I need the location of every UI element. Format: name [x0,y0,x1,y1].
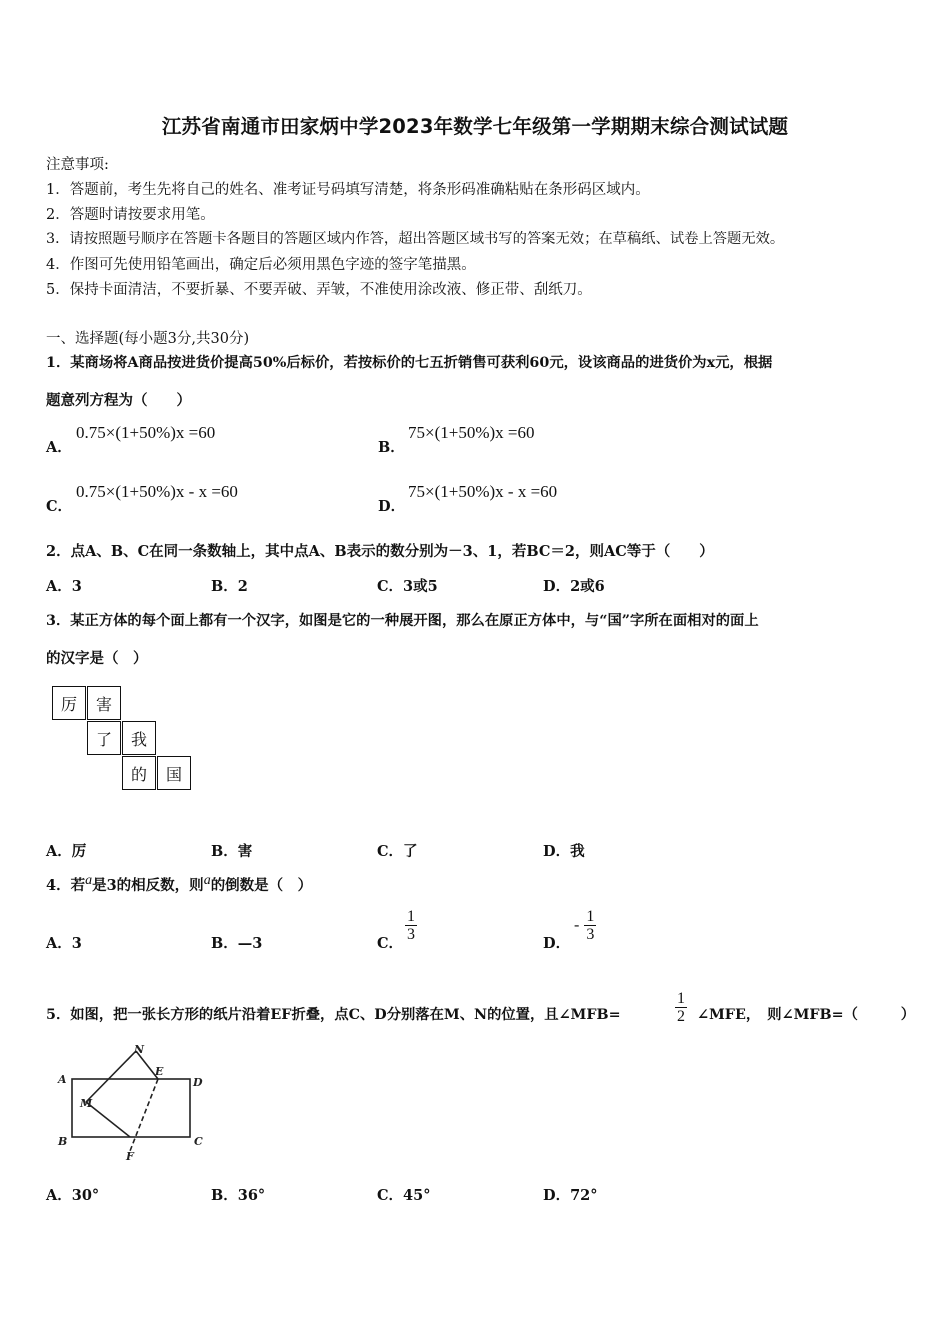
question-3-text-cont: 的汉字是（ ） [46,650,148,667]
fold-edge-nm [86,1051,136,1102]
q4-text-mid: 是3的相反数，则 [92,876,204,894]
q1-option-c-expr: 0.75×(1+50%)x - x =60 [76,482,238,501]
q4-option-d: D． [543,935,571,952]
question-2-text: 2．点A、B、C在同一条数轴上，其中点A、B表示的数分别为－3、1，若BC＝2，则AC等于（ ） [46,543,714,560]
question-5-text-post: ∠MFE， 则∠MFB=（ ） [697,1007,916,1023]
q4-var-a: a [85,873,93,888]
label-b: B [58,1135,68,1148]
net-cell-hai: 害 [87,686,121,720]
q1-option-c-label: C． [46,498,73,515]
notes-heading: 注意事项: [46,157,109,173]
cube-net-figure [52,686,196,792]
q5-option-b: B．36° [211,1187,266,1204]
q1-option-d-expr: 75×(1+50%)x - x =60 [408,482,558,501]
fraction-numerator: 1 [407,908,415,925]
net-cell-le: 了 [87,721,121,755]
label-c: C [194,1135,203,1148]
q5-option-d: D．72° [543,1187,598,1204]
folded-rectangle-figure [52,1044,212,1162]
net-cell-guo: 国 [157,756,191,790]
fold-edge-mf [86,1102,130,1137]
question-5-text-pre: 5．如图，把一张长方形的纸片沿着EF折叠，点C、D分别落在M、N的位置，且∠MFB= [46,1007,621,1023]
note-item: 3．请按照题号顺序在答题卡各题目的答题区域内作答，超出答题区域书写的答案无效；在草稿纸、试卷上答题无效。 [46,231,785,247]
label-d: D [193,1076,203,1089]
fold-line-ef [130,1079,158,1151]
q4-var-a-2: a [203,873,211,888]
q5-option-a: A．30° [46,1187,100,1204]
q1-option-b-expr: 75×(1+50%)x =60 [408,423,535,442]
minus-sign: - [574,916,580,934]
question-1-text-cont: 题意列方程为（ ） [46,392,191,409]
label-a: A [58,1073,67,1086]
q1-option-d-label: D． [378,498,406,515]
label-m: M [80,1097,93,1110]
question-3-text: 3．某正方体的每个面上都有一个汉字，如图是它的一种展开图，那么在原正方体中，与“国”字所在面相对的面上 [46,613,759,629]
q4-text-post: 的倒数是（ ） [210,876,313,894]
q4-option-c-fraction [405,908,417,943]
question-4-text [46,873,312,895]
q2-option-c: C．3或5 [377,578,438,595]
q3-option-a: A．厉 [46,843,87,860]
section-heading: 一、选择题(每小题3分,共30分) [46,331,250,347]
label-e: E [155,1065,164,1078]
q5-option-c: C．45° [377,1187,431,1204]
fraction-numerator: 1 [677,990,685,1007]
fraction-denominator: 3 [586,926,595,943]
q4-option-b: B．—3 [211,935,263,952]
label-f: F [126,1150,134,1162]
q4-option-d-fraction [574,908,596,943]
q2-option-a: A．3 [46,578,82,595]
note-item: 1．答题前，考生先将自己的姓名、准考证号码填写清楚，将条形码准确粘贴在条形码区域内。 [46,182,650,198]
net-cell-li: 厉 [52,686,86,720]
net-cell-wo: 我 [122,721,156,755]
net-cell-de: 的 [122,756,156,790]
q3-option-d: D．我 [543,843,585,860]
q3-option-b: B．害 [211,843,253,860]
page-title: 江苏省南通市田家炳中学2023年数学七年级第一学期期末综合测试试题 [161,115,789,138]
q3-option-c: C．了 [377,843,418,860]
q5-fraction [675,990,687,1025]
q2-option-b: B．2 [211,578,248,595]
label-n: N [134,1044,145,1056]
q1-option-a-expr: 0.75×(1+50%)x =60 [76,423,216,442]
note-item: 4．作图可先使用铅笔画出，确定后必须用黑色字迹的签字笔描黑。 [46,257,476,273]
fraction-numerator: 1 [586,908,595,925]
q2-option-d: D．2或6 [543,578,605,595]
q4-option-a: A．3 [46,935,82,952]
note-item: 2．答题时请按要求用笔。 [46,207,215,223]
fraction-denominator: 3 [407,926,415,943]
question-1-text: 1．某商场将A商品按进货价提高50%后标价，若按标价的七五折销售可获利60元，设该商品的进货价为x元，根据 [46,355,773,371]
q4-text-pre: 4．若 [46,876,86,894]
q1-option-b-label: B． [378,439,405,456]
note-item: 5．保持卡面清洁，不要折暴、不要弄破、弄皱，不准使用涂改液、修正带、刮纸刀。 [46,282,592,298]
q1-option-a-label: A． [46,439,72,456]
q4-option-c: C． [377,935,404,952]
fraction-denominator: 2 [677,1008,685,1025]
